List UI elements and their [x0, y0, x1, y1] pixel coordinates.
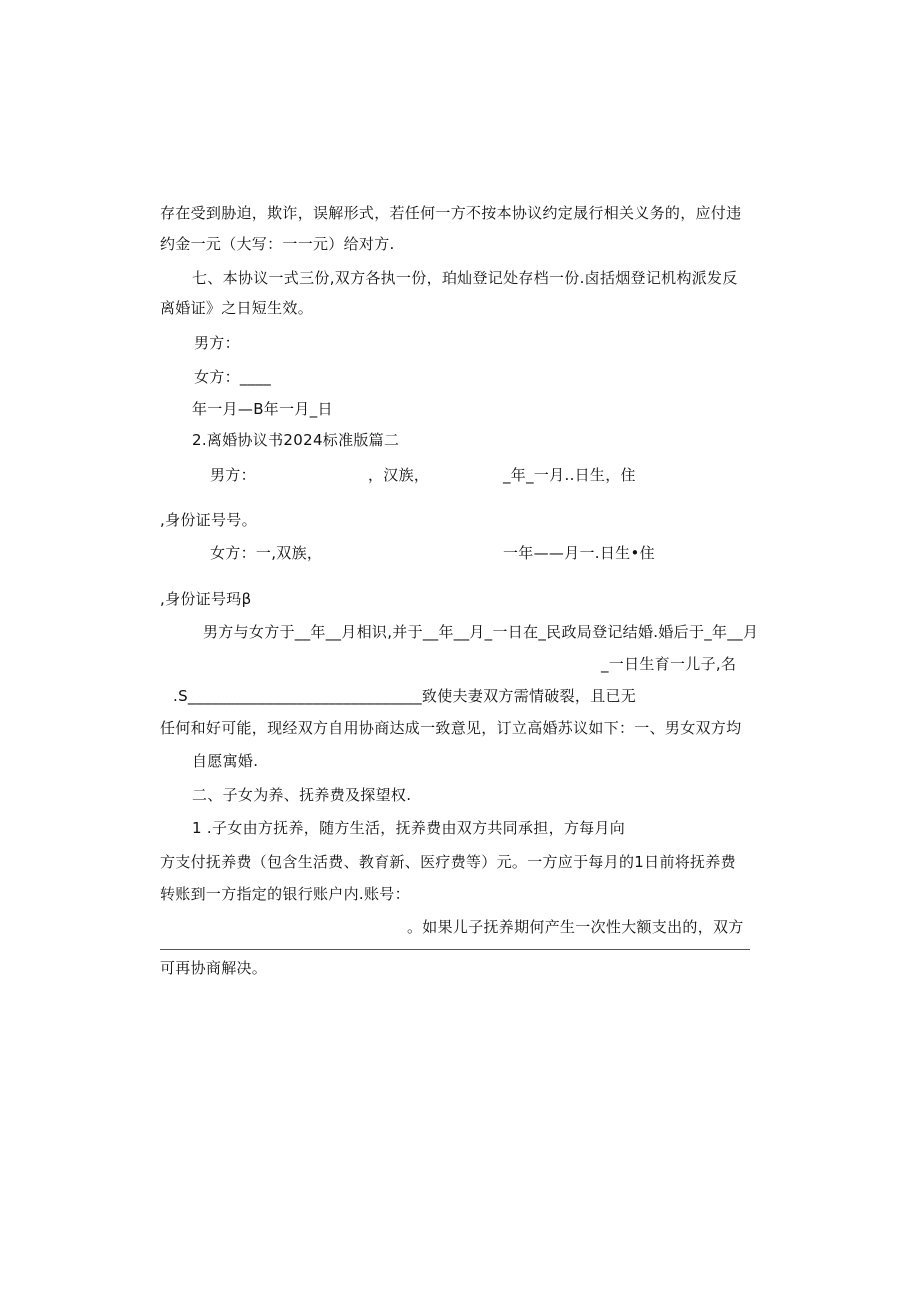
text-line: 女方：____: [194, 368, 272, 386]
text-line: 1 .子女由方抚养，随方生活，抚养费由双方共同承担，方每月向: [192, 819, 626, 837]
text-line: 方支付抚养费（包含生活费、教育新、医疗费等）元。一方应于每月的1日前将抚养费: [160, 853, 736, 871]
text-line: ，汉族，: [368, 466, 430, 484]
text-line: 男方与女方于__年__月相识,并于__年__月_一日在_民政局登记结婚.婚后于_年__月: [203, 623, 759, 641]
text-line: 年一月—B年一月_日: [192, 400, 333, 418]
text-line: .S______________________________致使夫妻双方需情破裂，且已无: [173, 687, 637, 705]
text-line: ,身份证号玛β: [160, 590, 252, 608]
text-line: ,身份证号号。: [160, 511, 257, 529]
text-line: 自愿寓婚.: [192, 752, 259, 770]
divider-line: [160, 949, 750, 950]
text-line: 女方：一,双族，: [210, 544, 323, 562]
text-line: 转账到一方指定的银行账户内.账号：: [160, 885, 410, 903]
text-line: 离婚证》之日短生效。: [160, 299, 314, 317]
text-line: 约金一元（大写：一一元）给对方.: [160, 235, 395, 253]
text-line: 存在受到胁迫，欺诈，误解形式，若任何一方不按本协议约定晟行相关义务的，应付违: [160, 204, 742, 222]
text-line: _一日生育一儿子,名: [601, 655, 737, 673]
text-line: 男方：: [194, 334, 240, 352]
text-line: 男方：: [210, 466, 256, 484]
text-line: 二、子女为养、抚养费及探望权.: [192, 786, 412, 804]
text-line: 一年——月一.日生•住: [503, 544, 655, 562]
text-line: 可再协商解决。: [160, 959, 268, 977]
text-line: 七、本协议一式三份,双方各执一份，珀灿登记处存档一份.卤括烟登记机构派发反: [192, 269, 738, 287]
section-heading: 2.离婚协议书2024标准版篇二: [192, 431, 400, 449]
text-line: 任何和好可能，现经双方自用协商达成一致意见，订立高婚苏议如下：一、男女双方均: [160, 719, 742, 737]
text-line: 。如果儿子抚养期何产生一次性大额支出的，双方: [407, 918, 744, 936]
text-line: _年_一月..日生，住: [503, 466, 636, 484]
